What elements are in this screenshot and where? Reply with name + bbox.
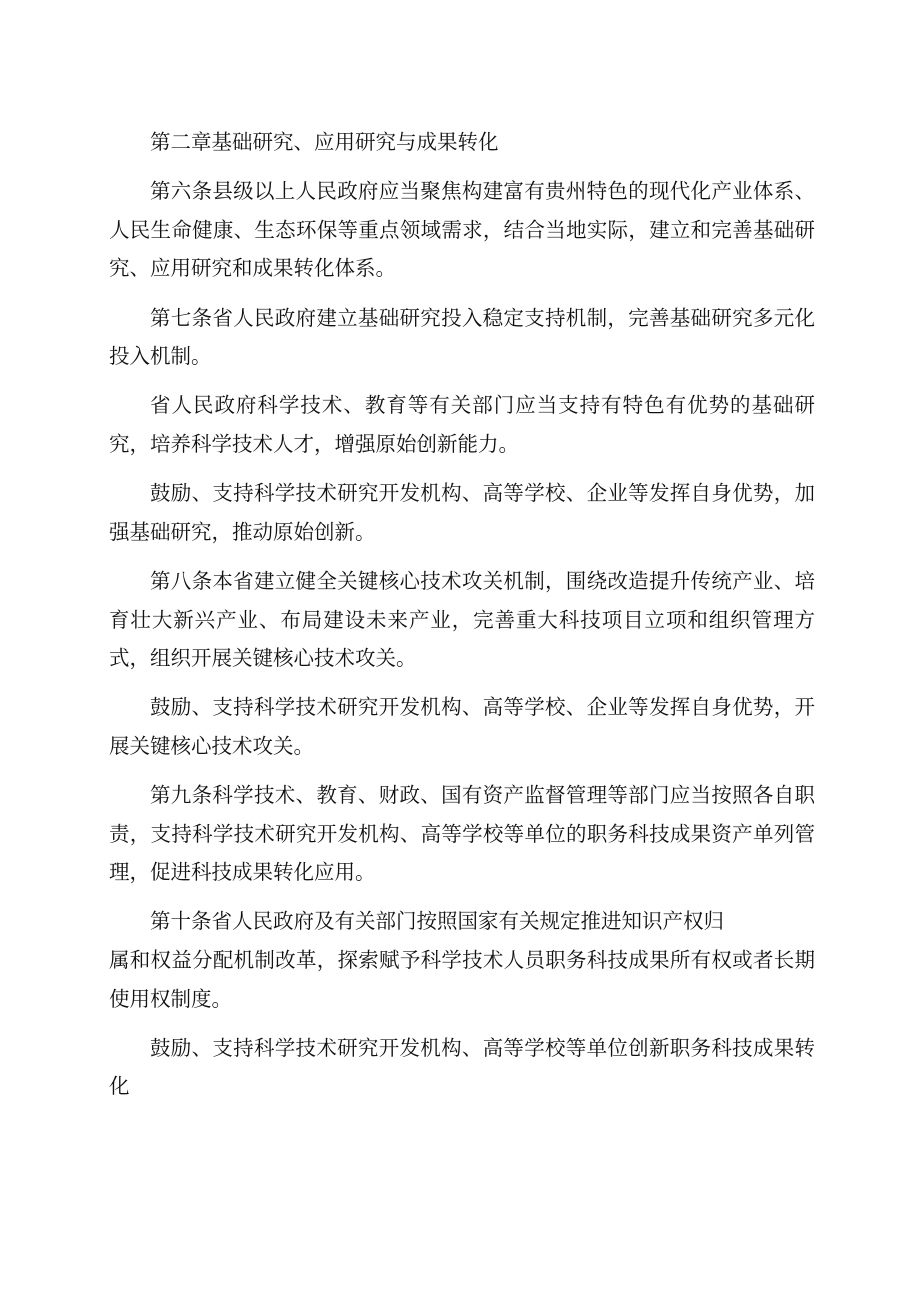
article-7-paragraph: 第七条省人民政府建立基础研究投入稳定支持机制，完善基础研究多元化投入机制。: [109, 305, 815, 369]
article-8-paragraph-2: 鼓励、支持科学技术研究开发机构、高等学校、企业等发挥自身优势，开展关键核心技术攻关。: [109, 695, 815, 758]
article-10-paragraph-2: 鼓励、支持科学技术研究开发机构、高等学校等单位创新职务科技成果转化: [109, 1035, 815, 1099]
article-10-paragraph: 第十条省人民政府及有关部门按照国家有关规定推进知识产权归: [150, 909, 724, 934]
article-9-paragraph: 第九条科学技术、教育、财政、国有资产监督管理等部门应当按照各自职责，支持科学技术研究开发机构、高等学校等单位的职务科技成果资产单列管理，促进科技成果转化应用。: [109, 783, 815, 885]
article-8-paragraph: 第八条本省建立健全关键核心技术攻关机制，围绕改造提升传统产业、培育壮大新兴产业、布局建设未来产业，完善重大科技项目立项和组织管理方式，组织开展关键核心技术攻关。: [109, 568, 815, 671]
article-10-continuation: 属和权益分配机制改革，探索赋予科学技术人员职务科技成果所有权或者长期使用权制度。: [109, 948, 815, 1011]
article-7-paragraph-2: 省人民政府科学技术、教育等有关部门应当支持有特色有优势的基础研究，培养科学技术人才，增强原始创新能力。: [109, 393, 815, 456]
article-6-paragraph: 第六条县级以上人民政府应当聚焦构建富有贵州特色的现代化产业体系、人民生命健康、生态环保等重点领域需求，结合当地实际，建立和完善基础研究、应用研究和成果转化体系。: [109, 179, 815, 281]
chapter-heading: 第二章基础研究、应用研究与成果转化: [150, 130, 499, 154]
document-body: [109, 123, 815, 1117]
article-7-paragraph-3: 鼓励、支持科学技术研究开发机构、高等学校、企业等发挥自身优势，加强基础研究，推动原始创新。: [109, 481, 815, 544]
